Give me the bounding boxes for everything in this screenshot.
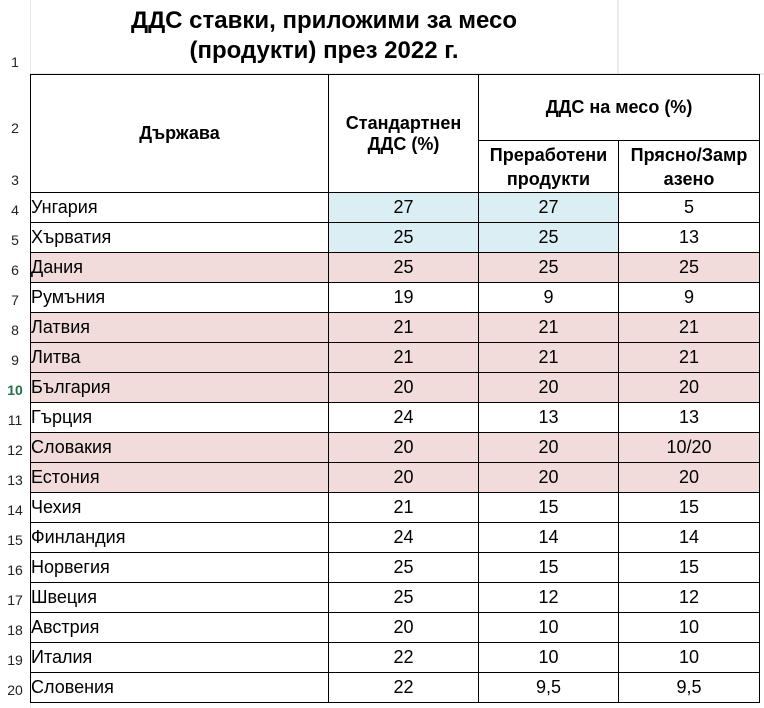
standard-vat-cell[interactable]: 20 — [329, 463, 479, 493]
country-cell[interactable]: Дания — [31, 253, 329, 283]
table-row — [31, 493, 760, 523]
header-fresh-frozen[interactable] — [619, 141, 760, 193]
country-cell[interactable]: Литва — [31, 343, 329, 373]
fresh-vat-cell[interactable]: 21 — [619, 343, 760, 373]
header-meat-vat-label: ДДС на месо (%) — [545, 97, 693, 117]
processed-vat-cell[interactable]: 20 — [479, 433, 619, 463]
standard-vat-cell[interactable]: 20 — [329, 613, 479, 643]
fresh-vat-cell[interactable]: 14 — [619, 523, 760, 553]
fresh-vat-cell[interactable]: 13 — [619, 223, 760, 253]
processed-vat-cell[interactable]: 27 — [479, 193, 619, 223]
row-number[interactable]: 16 — [7, 562, 23, 578]
row-number[interactable]: 13 — [7, 472, 23, 488]
fresh-vat-cell[interactable]: 20 — [619, 373, 760, 403]
table-row — [31, 313, 760, 343]
standard-vat-cell[interactable]: 25 — [329, 253, 479, 283]
processed-vat-cell[interactable]: 10 — [479, 613, 619, 643]
standard-vat-cell[interactable]: 20 — [329, 433, 479, 463]
processed-vat-cell[interactable]: 20 — [479, 463, 619, 493]
row-number[interactable]: 14 — [7, 502, 23, 518]
standard-vat-cell[interactable]: 21 — [329, 493, 479, 523]
row-number[interactable]: 3 — [11, 172, 19, 188]
header-meat-vat-group[interactable] — [479, 75, 760, 141]
row-number[interactable]: 15 — [7, 532, 23, 548]
fresh-vat-cell[interactable]: 9,5 — [619, 673, 760, 703]
standard-vat-cell[interactable]: 20 — [329, 373, 479, 403]
row-number[interactable]: 9 — [11, 352, 19, 368]
table-row — [31, 523, 760, 553]
table-row — [31, 193, 760, 223]
standard-vat-cell[interactable]: 25 — [329, 553, 479, 583]
processed-vat-cell[interactable]: 13 — [479, 403, 619, 433]
table-row — [31, 583, 760, 613]
fresh-vat-cell[interactable]: 20 — [619, 463, 760, 493]
country-cell[interactable]: Гърция — [31, 403, 329, 433]
row-number[interactable]: 11 — [7, 412, 23, 428]
header-standard-line-1: Стандартнен — [345, 112, 462, 133]
processed-vat-cell[interactable]: 25 — [479, 223, 619, 253]
row-number[interactable]: 2 — [11, 120, 19, 136]
processed-vat-cell[interactable]: 15 — [479, 553, 619, 583]
processed-vat-cell[interactable]: 9,5 — [479, 673, 619, 703]
table-row — [31, 673, 760, 703]
header-standard-vat[interactable] — [329, 75, 479, 193]
row-number[interactable]: 19 — [7, 652, 23, 668]
processed-vat-cell[interactable]: 15 — [479, 493, 619, 523]
country-cell[interactable]: Чехия — [31, 493, 329, 523]
standard-vat-cell[interactable]: 19 — [329, 283, 479, 313]
fresh-vat-cell[interactable]: 10 — [619, 643, 760, 673]
row-number[interactable]: 17 — [7, 592, 23, 608]
table-row — [31, 343, 760, 373]
header-standard-line-2: ДДС (%) — [367, 133, 440, 154]
row-number[interactable]: 20 — [7, 682, 23, 698]
table-row — [31, 373, 760, 403]
fresh-vat-cell[interactable]: 25 — [619, 253, 760, 283]
country-cell[interactable]: Швеция — [31, 583, 329, 613]
fresh-vat-cell[interactable]: 15 — [619, 493, 760, 523]
country-cell[interactable]: Латвия — [31, 313, 329, 343]
header-processed-line-1: Преработени — [489, 144, 608, 165]
processed-vat-cell[interactable]: 10 — [479, 643, 619, 673]
table-row — [31, 403, 760, 433]
row-number[interactable]: 1 — [11, 54, 19, 70]
country-cell[interactable]: Словакия — [31, 433, 329, 463]
processed-vat-cell[interactable]: 21 — [479, 313, 619, 343]
country-cell[interactable]: Италия — [31, 643, 329, 673]
header-processed-line-2: продукти — [506, 168, 591, 189]
standard-vat-cell[interactable]: 22 — [329, 643, 479, 673]
sheet-title-line-1: ДДС ставки, приложими за месо — [130, 7, 518, 34]
table-body — [31, 193, 760, 703]
processed-vat-cell[interactable]: 25 — [479, 253, 619, 283]
row-number[interactable]: 6 — [11, 262, 19, 278]
fresh-vat-cell[interactable]: 10/20 — [619, 433, 760, 463]
table-row — [31, 553, 760, 583]
header-fresh-line-2: азено — [663, 168, 715, 189]
country-cell[interactable]: Норвегия — [31, 553, 329, 583]
standard-vat-cell[interactable]: 24 — [329, 523, 479, 553]
country-cell[interactable]: Румъния — [31, 283, 329, 313]
standard-vat-cell[interactable]: 21 — [329, 313, 479, 343]
country-cell[interactable]: Австрия — [31, 613, 329, 643]
table-row — [31, 223, 760, 253]
header-processed-products[interactable] — [479, 141, 619, 193]
standard-vat-cell[interactable]: 24 — [329, 403, 479, 433]
row-number[interactable]: 18 — [7, 622, 23, 638]
standard-vat-cell[interactable]: 22 — [329, 673, 479, 703]
processed-vat-cell[interactable]: 12 — [479, 583, 619, 613]
standard-vat-cell[interactable]: 25 — [329, 223, 479, 253]
fresh-vat-cell[interactable]: 15 — [619, 553, 760, 583]
header-country-label: Държава — [139, 123, 220, 143]
table-row — [31, 613, 760, 643]
fresh-vat-cell[interactable]: 21 — [619, 313, 760, 343]
standard-vat-cell[interactable]: 27 — [329, 193, 479, 223]
fresh-vat-cell[interactable]: 5 — [619, 193, 760, 223]
standard-vat-cell[interactable]: 21 — [329, 343, 479, 373]
fresh-vat-cell[interactable]: 10 — [619, 613, 760, 643]
sheet-title-line-2: (продукти) през 2022 г. — [189, 37, 459, 64]
header-fresh-line-1: Прясно/Замр — [630, 144, 748, 165]
country-cell[interactable]: Словения — [31, 673, 329, 703]
row-number[interactable]: 10 — [7, 382, 23, 398]
standard-vat-cell[interactable]: 25 — [329, 583, 479, 613]
table-row — [31, 463, 760, 493]
row-header-column — [0, 0, 30, 708]
table-row — [31, 433, 760, 463]
country-cell[interactable]: Унгария — [31, 193, 329, 223]
table-row — [31, 253, 760, 283]
fresh-vat-cell[interactable]: 13 — [619, 403, 760, 433]
country-cell[interactable]: Естония — [31, 463, 329, 493]
fresh-vat-cell[interactable]: 9 — [619, 283, 760, 313]
processed-vat-cell[interactable]: 21 — [479, 343, 619, 373]
sheet-title — [30, 0, 618, 74]
processed-vat-cell[interactable]: 9 — [479, 283, 619, 313]
fresh-vat-cell[interactable]: 12 — [619, 583, 760, 613]
row-number[interactable]: 12 — [7, 442, 23, 458]
header-country[interactable] — [31, 75, 329, 193]
row-number[interactable]: 7 — [11, 292, 19, 308]
table-row — [31, 643, 760, 673]
row-number[interactable]: 5 — [11, 232, 19, 248]
processed-vat-cell[interactable]: 14 — [479, 523, 619, 553]
country-cell[interactable]: България — [31, 373, 329, 403]
table-row — [31, 283, 760, 313]
vat-rates-table — [30, 74, 760, 703]
row-number[interactable]: 8 — [11, 322, 19, 338]
country-cell[interactable]: Хърватия — [31, 223, 329, 253]
country-cell[interactable]: Финландия — [31, 523, 329, 553]
processed-vat-cell[interactable]: 20 — [479, 373, 619, 403]
row-number[interactable]: 4 — [11, 202, 19, 218]
